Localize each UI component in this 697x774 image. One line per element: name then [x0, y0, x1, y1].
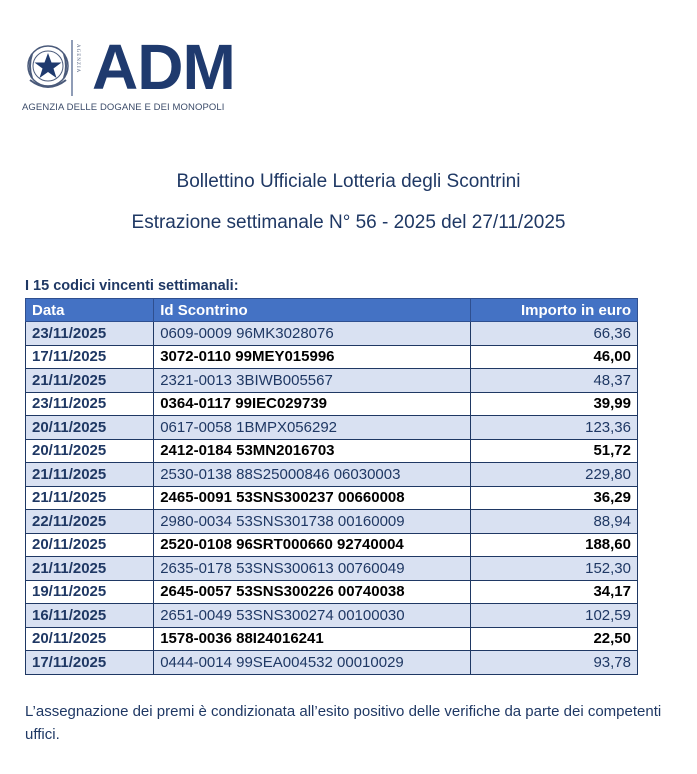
- cell-date: 22/11/2025: [26, 510, 154, 534]
- table-row: [26, 580, 638, 604]
- cell-amount: 152,30: [471, 557, 638, 581]
- cell-date: 23/11/2025: [26, 322, 154, 346]
- table-header-row: [26, 299, 638, 322]
- cell-amount: 39,99: [471, 392, 638, 416]
- cell-date: 21/11/2025: [26, 369, 154, 393]
- cell-amount: 22,50: [471, 627, 638, 651]
- cell-date: 17/11/2025: [26, 651, 154, 675]
- cell-amount: 66,36: [471, 322, 638, 346]
- table-row: [26, 463, 638, 487]
- cell-date: 23/11/2025: [26, 392, 154, 416]
- cell-date: 20/11/2025: [26, 416, 154, 440]
- cell-date: 21/11/2025: [26, 557, 154, 581]
- table-body: [26, 322, 638, 675]
- emblem-text: AGENZIA: [75, 44, 80, 74]
- cell-amount: 34,17: [471, 580, 638, 604]
- table-row: [26, 557, 638, 581]
- header-amount: Importo in euro: [471, 299, 638, 322]
- cell-amount: 36,29: [471, 486, 638, 510]
- cell-id: 0617-0058 1BMPX056292: [154, 416, 471, 440]
- cell-date: 21/11/2025: [26, 486, 154, 510]
- cell-date: 17/11/2025: [26, 345, 154, 369]
- cell-date: 21/11/2025: [26, 463, 154, 487]
- cell-id: 2651-0049 53SNS300274 00100030: [154, 604, 471, 628]
- cell-id: 2645-0057 53SNS300226 00740038: [154, 580, 471, 604]
- cell-date: 20/11/2025: [26, 439, 154, 463]
- brand-name: ADM: [92, 31, 235, 103]
- cell-id: 2465-0091 53SNS300237 00660008: [154, 486, 471, 510]
- adm-logo: [22, 31, 252, 118]
- cell-amount: 102,59: [471, 604, 638, 628]
- header-id: Id Scontrino: [154, 299, 471, 322]
- winning-codes-table: [25, 298, 638, 675]
- table-row: [26, 322, 638, 346]
- cell-id: 2321-0013 3BIWB005567: [154, 369, 471, 393]
- table-row: [26, 392, 638, 416]
- cell-amount: 88,94: [471, 510, 638, 534]
- page-title: Bollettino Ufficiale Lotteria degli Scontrini: [176, 171, 521, 192]
- table-row: [26, 604, 638, 628]
- cell-id: 0364-0117 99IEC029739: [154, 392, 471, 416]
- cell-id: 2412-0184 53MN2016703: [154, 439, 471, 463]
- cell-id: 2530-0138 88S25000846 06030003: [154, 463, 471, 487]
- table-row: [26, 627, 638, 651]
- table-row: [26, 486, 638, 510]
- cell-date: 20/11/2025: [26, 533, 154, 557]
- cell-amount: 123,36: [471, 416, 638, 440]
- cell-amount: 48,37: [471, 369, 638, 393]
- cell-date: 16/11/2025: [26, 604, 154, 628]
- table-row: [26, 439, 638, 463]
- table-row: [26, 533, 638, 557]
- cell-id: 2635-0178 53SNS300613 00760049: [154, 557, 471, 581]
- draw-subtitle: Estrazione settimanale N° 56 - 2025 del 27/11/2025: [131, 212, 566, 233]
- section-label: I 15 codici vincenti settimanali:: [25, 278, 239, 294]
- table-row: [26, 651, 638, 675]
- cell-date: 20/11/2025: [26, 627, 154, 651]
- cell-id: 3072-0110 99MEY015996: [154, 345, 471, 369]
- cell-amount: 188,60: [471, 533, 638, 557]
- cell-date: 19/11/2025: [26, 580, 154, 604]
- table-row: [26, 369, 638, 393]
- disclaimer-note: L’assegnazione dei premi è condizionata all’esito positivo delle verifiche da parte dei competenti uffici.: [25, 703, 662, 743]
- italian-republic-emblem-icon: [22, 36, 86, 100]
- table-row: [26, 345, 638, 369]
- cell-amount: 46,00: [471, 345, 638, 369]
- cell-id: 0444-0014 99SEA004532 00010029: [154, 651, 471, 675]
- cell-amount: 93,78: [471, 651, 638, 675]
- agency-name: AGENZIA DELLE DOGANE E DEI MONOPOLI: [22, 102, 225, 113]
- table-row: [26, 416, 638, 440]
- cell-id: 1578-0036 88I24016241: [154, 627, 471, 651]
- table-row: [26, 510, 638, 534]
- cell-amount: 229,80: [471, 463, 638, 487]
- cell-id: 0609-0009 96MK3028076: [154, 322, 471, 346]
- cell-id: 2520-0108 96SRT000660 92740004: [154, 533, 471, 557]
- cell-id: 2980-0034 53SNS301738 00160009: [154, 510, 471, 534]
- header-date: Data: [26, 299, 154, 322]
- cell-amount: 51,72: [471, 439, 638, 463]
